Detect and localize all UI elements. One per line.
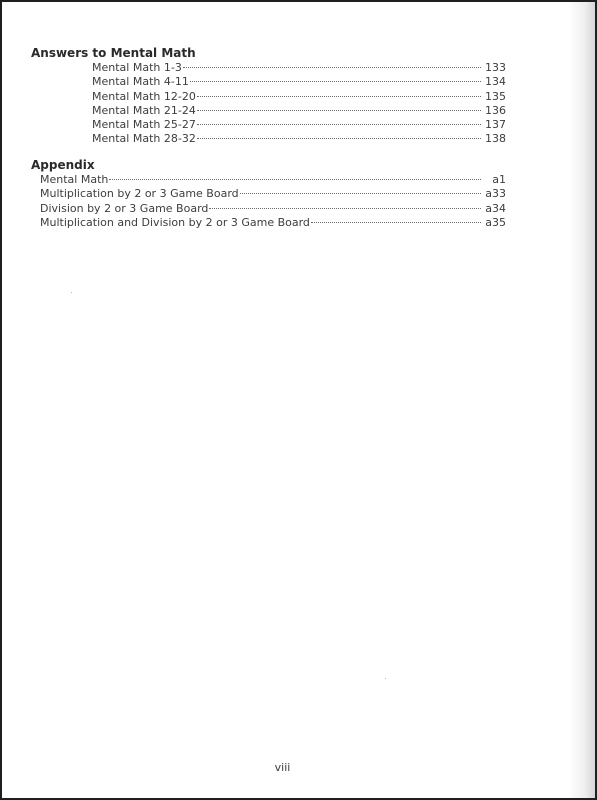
answers-toc-list <box>31 61 506 147</box>
toc-entry-page: a1 <box>492 173 506 186</box>
toc-entry-title: Mental Math 28-32 <box>92 132 196 146</box>
dot-leader <box>197 109 481 111</box>
page-number: viii <box>274 761 291 774</box>
dot-leader <box>109 178 481 180</box>
toc-entry-title: Mental Math 12-20 <box>92 89 196 103</box>
toc-entry-page: a33 <box>485 187 506 201</box>
toc-entry-title: Multiplication and Division by 2 or 3 Game Board <box>40 215 310 229</box>
toc-entry <box>31 187 506 201</box>
toc-entry-page: a34 <box>485 201 506 215</box>
dot-leader <box>183 66 481 68</box>
toc-entry-title: Mental Math 21-24 <box>92 103 196 117</box>
dot-leader <box>240 192 481 194</box>
dot-leader <box>311 221 481 223</box>
dot-leader <box>197 123 481 125</box>
appendix-toc-list <box>31 173 506 230</box>
toc-entry <box>31 61 506 75</box>
scan-speck <box>385 678 386 679</box>
toc-entry-page: 138 <box>485 132 506 146</box>
toc-entry <box>31 75 506 89</box>
toc-entry-title: Mental Math 1-3 <box>92 61 182 74</box>
scan-speck <box>71 292 72 293</box>
section-heading-answers: Answers to Mental Math <box>31 46 196 60</box>
toc-entry <box>31 202 506 216</box>
section-heading-appendix: Appendix <box>31 158 95 172</box>
toc-entry <box>31 216 506 230</box>
dot-leader <box>197 95 481 97</box>
dot-leader <box>197 137 481 139</box>
toc-entry-title: Mental Math 25-27 <box>92 118 196 132</box>
appendix-section <box>31 158 506 230</box>
dot-leader <box>209 207 481 209</box>
toc-entry-title: Mental Math 4-11 <box>92 75 189 89</box>
toc-entry-title: Division by 2 or 3 Game Board <box>40 201 209 215</box>
answers-to-mental-math-section <box>31 46 506 147</box>
toc-entry-page: 137 <box>485 118 506 132</box>
toc-entry-page: 135 <box>485 89 506 103</box>
toc-entry <box>31 132 506 146</box>
toc-entry-page: a35 <box>485 215 506 229</box>
toc-entry-page: 136 <box>485 103 506 117</box>
page-edge-shadow <box>569 2 595 798</box>
dot-leader <box>190 80 481 82</box>
toc-entry <box>31 104 506 118</box>
toc-entry <box>31 173 506 187</box>
toc-entry <box>31 118 506 132</box>
toc-entry-title: Mental Math <box>40 173 109 186</box>
toc-entry-page: 133 <box>485 61 506 74</box>
toc-entry <box>31 90 506 104</box>
toc-entry-page: 134 <box>485 75 506 89</box>
toc-entry-title: Multiplication by 2 or 3 Game Board <box>40 187 239 201</box>
